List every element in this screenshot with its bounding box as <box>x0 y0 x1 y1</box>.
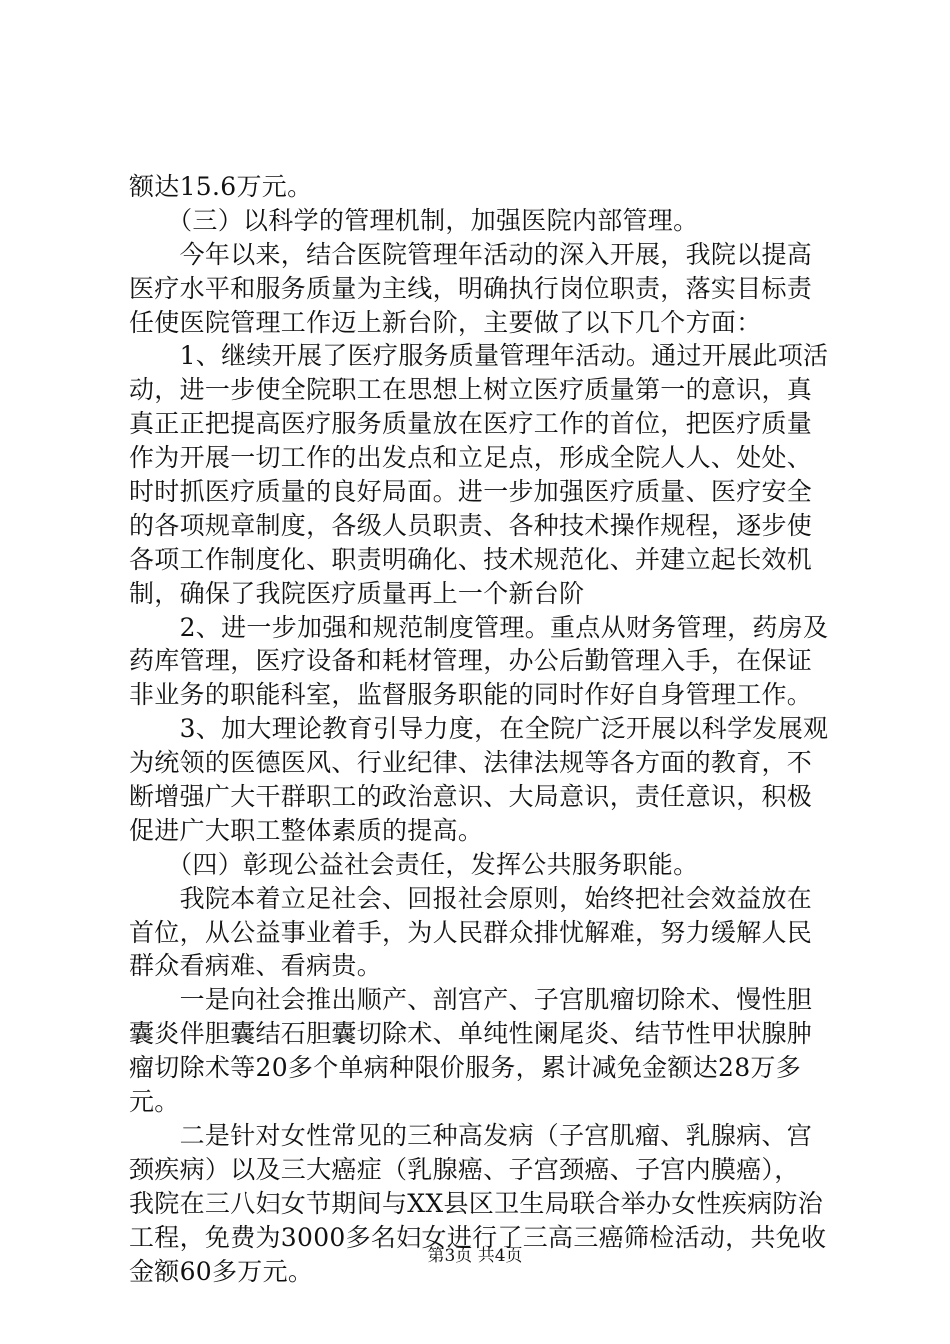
text-line: 额达15.6万元。 <box>129 172 313 201</box>
text-line: 我院本着立足社会、回报社会原则，始终把社会效益放在 <box>129 883 813 913</box>
text-line: 首位，从公益事业着手，为人民群众排忧解难，努力缓解人民 <box>129 917 813 947</box>
text-line: 制，确保了我院医疗质量再上一个新台阶 <box>129 578 585 608</box>
text-line: 一是向社会推出顺产、剖宫产、子宫肌瘤切除术、慢性胆 <box>129 985 813 1015</box>
text-line: 时时抓医疗质量的良好局面。进一步加强医疗质量、医疗安全 <box>129 477 813 507</box>
text-line: 金额60多万元。 <box>129 1256 314 1286</box>
section-heading: （四）彰现公益社会责任，发挥公共服务职能。 <box>129 849 699 879</box>
text-line: 的各项规章制度，各级人员职责、各种技术操作规程，逐步使 <box>129 510 813 540</box>
text-line: 为统领的医德医风、行业纪律、法律法规等各方面的教育，不 <box>129 748 813 778</box>
text-line: 2、进一步加强和规范制度管理。重点从财务管理，药房及 <box>129 612 829 642</box>
text-line: 医疗水平和服务质量为主线，明确执行岗位职责，落实目标责 <box>129 273 813 303</box>
document-body <box>129 170 829 1288</box>
text-line: 工程，免费为3000多名妇女进行了三高三癌筛检活动，共免收 <box>129 1222 827 1252</box>
text-line: 真正正把提高医疗服务质量放在医疗工作的首位，把医疗质量 <box>129 409 813 439</box>
text-line: 各项工作制度化、职责明确化、技术规范化、并建立起长效机 <box>129 544 813 574</box>
text-line: 药库管理，医疗设备和耗材管理，办公后勤管理入手，在保证 <box>129 646 813 676</box>
text-line: 我院在三八妇女节期间与XX县区卫生局联合举办女性疾病防治 <box>129 1188 823 1218</box>
text-line: 瘤切除术等20多个单病种限价服务，累计减免金额达28万多 <box>129 1053 802 1083</box>
section-heading: （三）以科学的管理机制，加强医院内部管理。 <box>129 205 699 235</box>
text-line: 非业务的职能科室，监督服务职能的同时作好自身管理工作。 <box>129 680 813 710</box>
text-line: 作为开展一切工作的出发点和立足点，形成全院人人、处处、 <box>129 443 813 473</box>
text-line: 3、加大理论教育引导力度，在全院广泛开展以科学发展观 <box>129 714 829 744</box>
text-line: 群众看病难、看病贵。 <box>129 951 383 981</box>
text-line: 1、继续开展了医疗服务质量管理年活动。通过开展此项活 <box>129 341 829 371</box>
text-line: 断增强广大干群职工的政治意识、大局意识，责任意识，积极 <box>129 782 813 812</box>
text-line: 元。 <box>129 1087 180 1117</box>
text-line: 囊炎伴胆囊结石胆囊切除术、单纯性阑尾炎、结节性甲状腺肿 <box>129 1019 813 1049</box>
text-line: 颈疾病）以及三大癌症（乳腺癌、子宫颈癌、子宫内膜癌）， <box>129 1154 800 1184</box>
text-line: 二是针对女性常见的三种高发病（子宫肌瘤、乳腺病、宫 <box>129 1120 813 1150</box>
text-line: 促进广大职工整体素质的提高。 <box>129 815 484 845</box>
text-line: 动，进一步使全院职工在思想上树立医疗质量第一的意识，真 <box>129 375 813 405</box>
text-line: 今年以来，结合医院管理年活动的深入开展，我院以提高 <box>129 239 813 269</box>
page-number: 第3页 共4页 <box>427 1246 523 1266</box>
text-line: 任使医院管理工作迈上新台阶，主要做了以下几个方面： <box>129 307 762 337</box>
